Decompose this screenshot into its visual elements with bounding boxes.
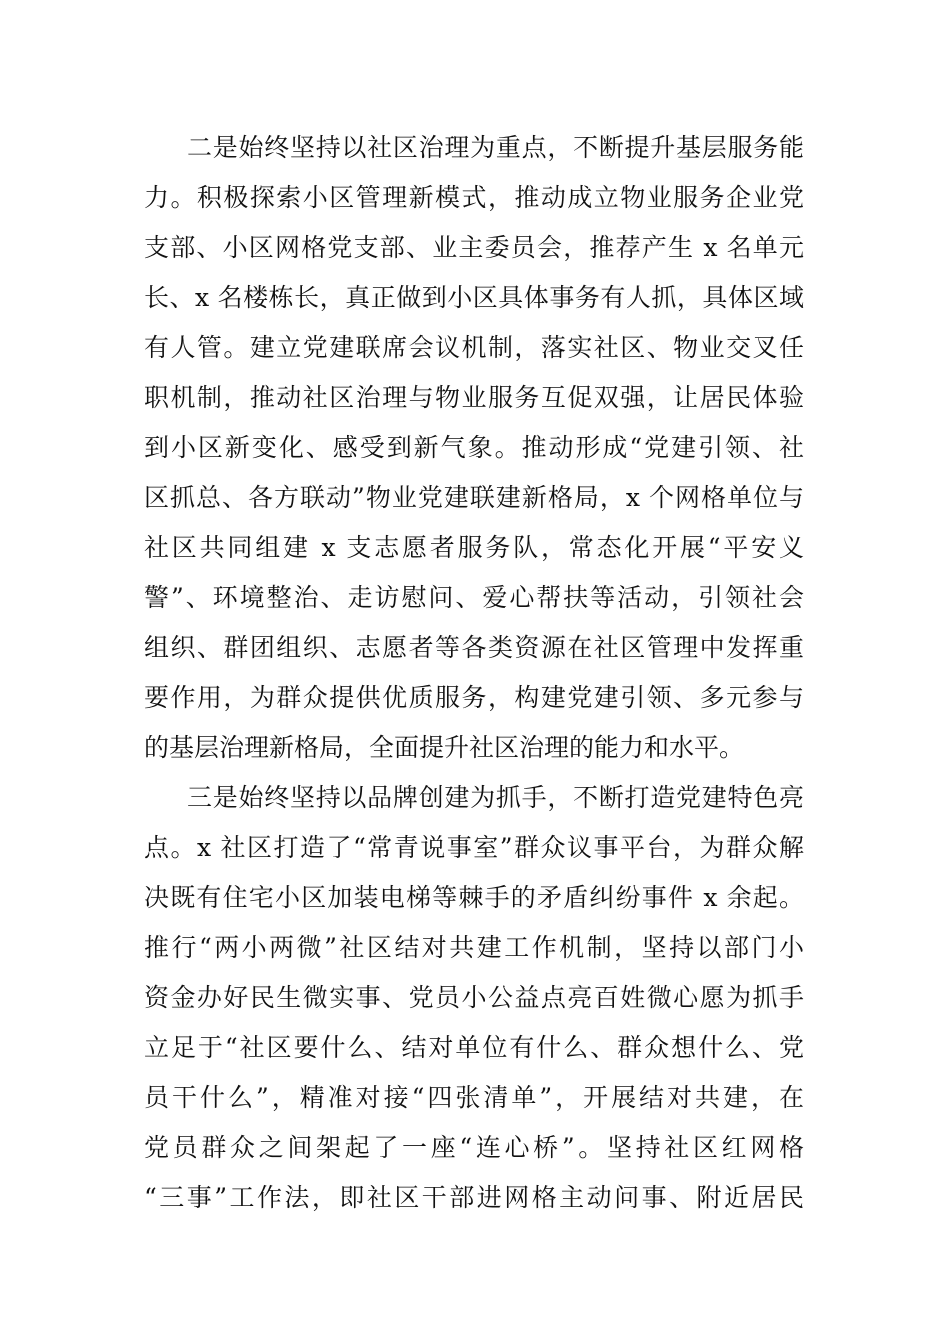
paragraph-2-line-2: 点。x 社区打造了“常青说事室”群众议事平台，为群众解 bbox=[144, 833, 804, 862]
paragraph-2-line-9: “三事”工作法，即社区干部进网格主动问事、附近居民 bbox=[144, 1183, 804, 1212]
paragraph-2-line-3: 决既有住宅小区加装电梯等棘手的矛盾纠纷事件 x 余起。 bbox=[144, 883, 804, 912]
paragraph-1-line-11: 组织、群团组织、志愿者等各类资源在社区管理中发挥重 bbox=[144, 633, 804, 662]
paragraph-1-line-1: 二是始终坚持以社区治理为重点，不断提升基层服务能 bbox=[187, 133, 804, 162]
paragraph-1-line-6: 职机制，推动社区治理与物业服务互促双强，让居民体验 bbox=[144, 383, 804, 412]
paragraph-1-line-7: 到小区新变化、感受到新气象。推动形成“党建引领、社 bbox=[144, 433, 804, 462]
paragraph-2-line-6: 立足于“社区要什么、结对单位有什么、群众想什么、党 bbox=[144, 1033, 804, 1062]
paragraph-1-line-2: 力。积极探索小区管理新模式，推动成立物业服务企业党 bbox=[144, 183, 804, 212]
paragraph-1-line-3: 支部、小区网格党支部、业主委员会，推荐产生 x 名单元 bbox=[144, 233, 804, 262]
paragraph-1-line-13: 的基层治理新格局，全面提升社区治理的能力和水平。 bbox=[144, 733, 745, 762]
paragraph-1-line-8: 区抓总、各方联动”物业党建联建新格局，x 个网格单位与 bbox=[144, 483, 804, 512]
paragraph-2-line-7: 员干什么”，精准对接“四张清单”，开展结对共建，在 bbox=[144, 1083, 804, 1112]
paragraph-1-line-10: 警”、环境整治、走访慰问、爱心帮扶等活动，引领社会 bbox=[144, 583, 804, 612]
paragraph-2-line-5: 资金办好民生微实事、党员小公益点亮百姓微心愿为抓手 bbox=[144, 983, 804, 1012]
paragraph-1-line-5: 有人管。建立党建联席会议机制，落实社区、物业交叉任 bbox=[144, 333, 804, 362]
paragraph-2-line-4: 推行“两小两微”社区结对共建工作机制，坚持以部门小 bbox=[144, 933, 804, 962]
paragraph-1-line-9: 社区共同组建 x 支志愿者服务队，常态化开展“平安义 bbox=[144, 533, 804, 562]
paragraph-2-line-1: 三是始终坚持以品牌创建为抓手，不断打造党建特色亮 bbox=[187, 783, 804, 812]
paragraph-2-line-8: 党员群众之间架起了一座“连心桥”。坚持社区红网格 bbox=[144, 1133, 804, 1162]
paragraph-1-line-4: 长、x 名楼栋长，真正做到小区具体事务有人抓，具体区域 bbox=[144, 283, 804, 312]
paragraph-1-line-12: 要作用，为群众提供优质服务，构建党建引领、多元参与 bbox=[144, 683, 804, 712]
